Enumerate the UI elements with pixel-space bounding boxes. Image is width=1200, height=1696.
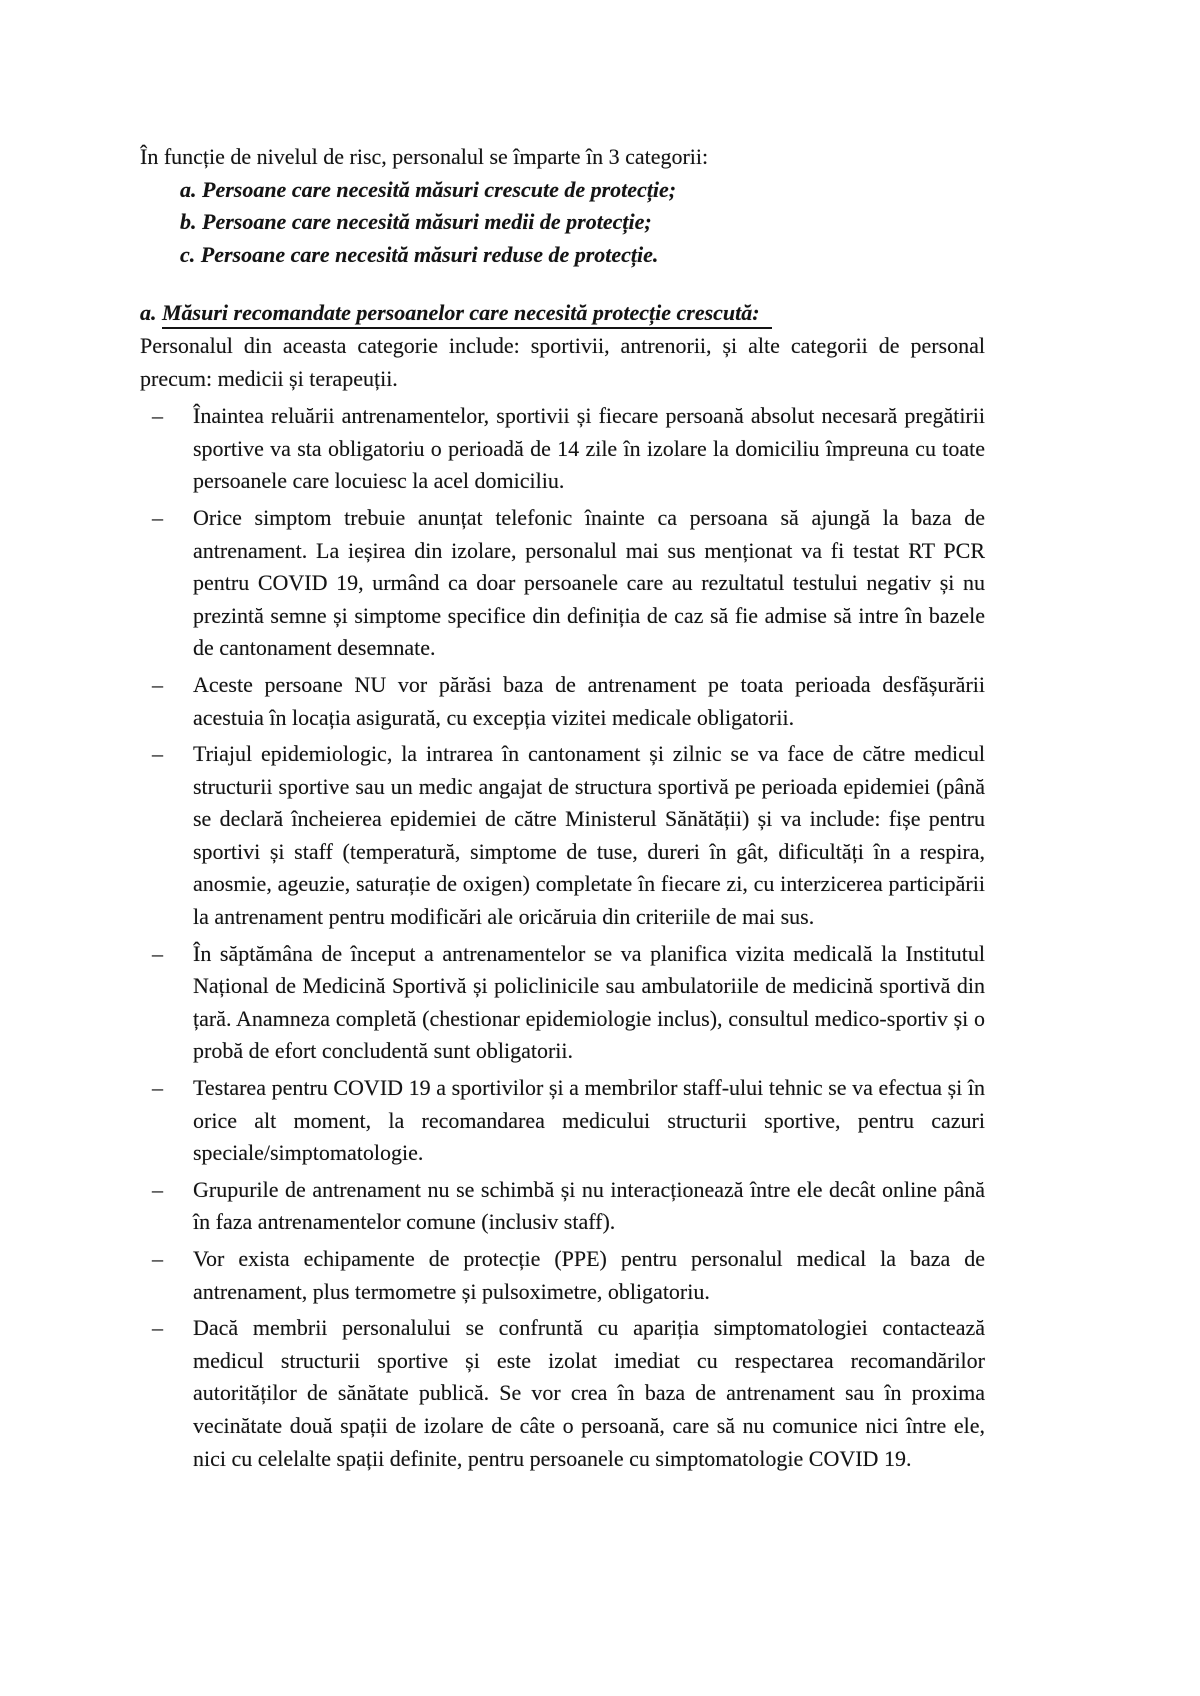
- bullet-text: Orice simptom trebuie anunțat telefonic înainte ca persoana să ajungă la baza de antrenament. La ieșirea din izolare, personalul mai sus menționat va fi testat RT PCR pentru COVID 19, urmând ca doar persoanele care au rezultatul testului negativ și nu prezintă semne și simptome specifice din definiția de caz să fie admise să intre în bazele de cantonament desemnate.: [193, 504, 985, 661]
- dash-bullet-marker: –: [152, 1176, 163, 1202]
- bullet-item: [140, 1072, 985, 1170]
- dash-bullet-marker: –: [152, 403, 163, 429]
- bullet-text: În săptămâna de început a antrenamentelor se va planifica vizita medicală la Institutul Național de Medicină Sportivă și policlinicile sau ambulatoriile de medicină sportivă din țară. Anamneza completă (chestionar epidemiologie inclus), consultul medico-sportiv și o probă de efort concludentă sunt obligatorii.: [193, 940, 985, 1064]
- bullet-item: [140, 502, 985, 665]
- dash-bullet-marker: –: [152, 504, 163, 530]
- dash-bullet-marker: –: [152, 940, 163, 966]
- bullet-text: Aceste persoane NU vor părăsi baza de antrenament pe toata perioada desfășurării acestuia în locația asigurată, cu excepția vizitei medicale obligatorii.: [193, 671, 985, 730]
- category-list: [180, 174, 985, 272]
- bullet-item: [140, 1312, 985, 1475]
- dash-bullet-marker: –: [152, 1315, 163, 1341]
- section-heading-text: Măsuri recomandate persoanelor care necesită protecție crescută:: [162, 300, 772, 329]
- intro-paragraph: În funcție de nivelul de risc, personalul se împarte în 3 categorii:: [140, 144, 709, 169]
- category-item-b: b. Persoane care necesită măsuri medii de protecție;: [180, 209, 652, 235]
- section-heading-prefix: a.: [140, 300, 157, 326]
- bullet-item: [140, 400, 985, 498]
- bullet-item: [140, 938, 985, 1068]
- bullet-item: [140, 1243, 985, 1308]
- dash-bullet-marker: –: [152, 1075, 163, 1101]
- bullet-text: Triajul epidemiologic, la intrarea în cantonament și zilnic se va face de către medicul structurii sportive sau un medic angajat de structura sportivă pe perioada epidemiei (până se declară încheierea epidemiei de către Ministerul Sănătății) și va include: fișe pentru sportivi și staff (temperatură, simptome de tuse, dureri în gât, dificultăți în a respira, anosmie, ageuzie, saturație de oxigen) completate în fiecare zi, cu interzicerea participării la antrenament pentru modificări ale oricăruia din criteriile de mai sus.: [193, 741, 985, 930]
- category-item-a: a. Persoane care necesită măsuri crescute de protecție;: [180, 176, 677, 202]
- bullet-text: Dacă membrii personalului se confruntă cu apariția simptomatologiei contactează medicul structurii sportive și este izolat imediat cu respectarea recomandărilor autorităților de sănătate publică. Se vor crea în baza de antrenament sau în proxima vecinătate două spații de izolare de câte o persoană, care să nu comunice nici între ele, nici cu celelalte spații definite, pentru persoanele cu simptomatologie COVID 19.: [193, 1315, 985, 1471]
- section-heading: [140, 297, 985, 330]
- bullet-item: [140, 669, 985, 734]
- category-item-c: c. Persoane care necesită măsuri reduse de protecție.: [180, 241, 659, 267]
- dash-bullet-marker: –: [152, 741, 163, 767]
- bullet-list: [140, 400, 985, 1475]
- bullet-item: [140, 1174, 985, 1239]
- bullet-text: Vor exista echipamente de protecție (PPE) pentru personalul medical la baza de antrenament, plus termometre și pulsoximetre, obligatoriu.: [193, 1246, 985, 1304]
- bullet-text: Grupurile de antrenament nu se schimbă și nu interacționează între ele decât online până în faza antrenamentelor comune (inclusiv staff).: [193, 1176, 985, 1235]
- lead-paragraph: Personalul din aceasta categorie include: sportivii, antrenorii, și alte categorii de personal precum: medicii și terapeuții.: [140, 332, 985, 391]
- bullet-text: Înaintea reluării antrenamentelor, sportivii și fiecare persoană absolut necesară pregătirii sportive va sta obligatoriu o perioadă de 14 zile în izolare la domiciliu împreuna cu toate persoanele care locuiesc la acel domiciliu.: [193, 403, 985, 494]
- bullet-text: Testarea pentru COVID 19 a sportivilor și a membrilor staff-ului tehnic se va efectua și în orice alt moment, la recomandarea medicului structurii sportive, pentru cazuri speciale/simptomatologie.: [193, 1075, 985, 1166]
- dash-bullet-marker: –: [152, 1246, 163, 1271]
- dash-bullet-marker: –: [152, 671, 163, 697]
- bullet-item: [140, 738, 985, 934]
